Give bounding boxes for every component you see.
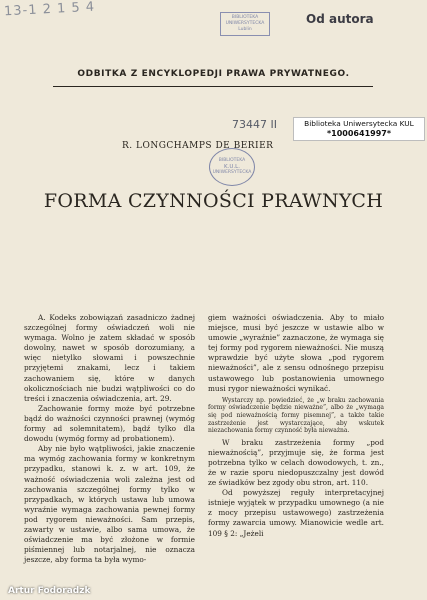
right-text-column [208, 313, 384, 539]
offprint-header: ODBITKA Z ENCYKLOPEDJI PRAWA PRYWATNEGO. [77, 69, 350, 79]
label-library-name: Biblioteka Uniwersytecka KUL [304, 119, 414, 128]
round-stamp-line-2: K.U.L. [224, 163, 240, 170]
catalog-number: 73447 II [232, 118, 277, 131]
paragraph: Zachowanie formy może być potrzebne bądź do ważności czynności prawnej (wymóg formy ad solemnitatem), bądź tylko dla dowodu (wymóg formy ad probationem). [24, 403, 195, 444]
paragraph: A. Kodeks zobowiązań zasadniczo żadnej szczególnej formy oświadczeń woli nie wymaga. Wolno je zatem składać w sposób dowolny, nawet w sposób dorozumiany, a więc nietylko słowami i powszechnie przyjętemi znakami, lecz i takiem zachowaniem się, które w danych okolicznościach nie budzi wątpliwości co do treści i znaczenia oświadczenia, art. 29. [24, 313, 195, 403]
paragraph: giem ważności oświadczenia. Aby to miało miejsce, musi być jeszcze w ustawie albo w umowie „wyraźnie” zaznaczone, że wymaga się tej formy pod rygorem nieważności. Nie muszą wprawdzie być użyte słowa „pod rygorem nieważności”, ale z sensu odnośnego przepisu ustawowego lub postanowienia umownego musi rygor nieważności wynikać. [208, 313, 384, 393]
round-stamp-line-3: UNIWERSYTECKA [212, 170, 252, 176]
od-autora-handwriting: Od autora [306, 12, 374, 26]
paragraph: Aby nie było wątpliwości, jakie znaczenie ma wymóg zachowania formy w konkretnym przypadku, stanowi k. z. w art. 109, że ważność oświadczenia woli zależna jest od zachowania szczególnej formy tylko w przypadkach, w których ustawa lub umowa wyraźnie wymaga zachowania pewnej formy pod rygorem nieważności. Sam przepis, zawarty w ustawie, albo sama umowa, że oświadczenie ma być złożone w formie piśmiennej lub notarjalnej, nie oznacza jeszcze, aby forma ta była wymo- [24, 444, 195, 565]
author-name: R. LONGCHAMPS DE BERIER [122, 141, 274, 151]
round-library-stamp [209, 148, 255, 186]
library-stamp [220, 12, 270, 36]
paragraph: Od powyższej reguły interpretacyjnej istnieje wyjątek w przypadku umownego (a nie z mocy przepisu ustawowego) zastrzeżenia formy zawarcia umowy. Mianowicie wedle art. 109 § 2: „Jeżeli [208, 488, 384, 538]
left-text-column [24, 313, 195, 565]
stamp-line-2: UNIWERSYTECKA [225, 20, 265, 26]
paragraph: W braku zastrzeżenia formy „pod nieważnością”, przyjmuje się, że forma jest potrzebna tylko w celach dowodowych, t. zn., że w razie sporu niedopuszczalny jest dowód ze świadków bez zgody obu stron, art. 110. [208, 437, 384, 488]
stamp-line-3: Lublin [238, 26, 252, 32]
round-stamp-line-1: BIBLIOTEKA [218, 157, 246, 163]
handwritten-number: 13-1 2 1 5 4 [3, 0, 96, 20]
footnote-paragraph: Wystarczy np. powiedzieć, że „w braku zachowania formy oświadczenie będzie nieważne”, albo że „wymaga się pod nieważnością formy pisemnej”, a także takie zastrzeżenie jest wystarczające, aby wskutek niezachowania formy czynność była nieważna. [208, 396, 384, 435]
label-barcode-number: *1000641997* [326, 128, 392, 138]
stamp-line-1: BIBLIOTEKA [231, 15, 259, 20]
library-barcode-label [293, 117, 425, 141]
header-rule [53, 86, 373, 87]
document-title: FORMA CZYNNOŚCI PRAWNYCH [43, 190, 384, 212]
photographer-watermark: Artur Fodoradzk [8, 586, 91, 596]
